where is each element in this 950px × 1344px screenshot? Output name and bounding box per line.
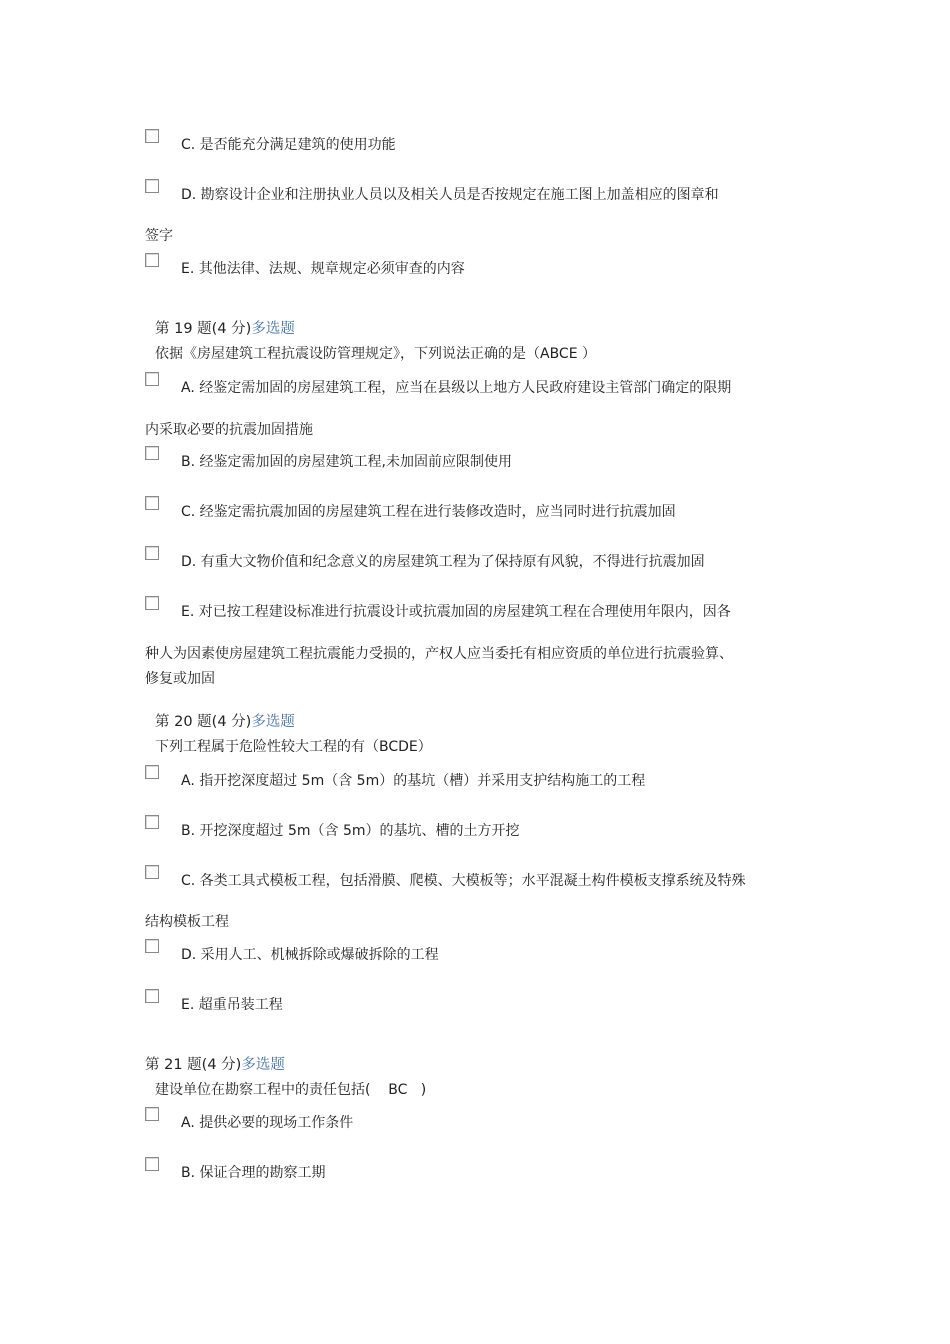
option-c-label: C. 是否能充分满足建筑的使用功能 [181, 137, 396, 153]
q20-option-b-label: B. 开挖深度超过 5m（含 5m）的基坑、槽的土方开挖 [181, 823, 520, 839]
question-21-type: 多选题 [241, 1057, 285, 1073]
q20-option-a-checkbox[interactable] [145, 765, 159, 779]
q19-option-e-continuation-2: 修复或加固 [145, 671, 215, 687]
option-d-label: D. 勘察设计企业和注册执业人员以及相关人员是否按规定在施工图上加盖相应的图章和 [181, 187, 719, 203]
question-21-header [145, 1056, 285, 1074]
question-20-type: 多选题 [251, 714, 295, 730]
q20-option-e-checkbox[interactable] [145, 989, 159, 1003]
option-e-label: E. 其他法律、法规、规章规定必须审查的内容 [181, 261, 465, 277]
q20-option-d-checkbox[interactable] [145, 939, 159, 953]
q21-option-b-label: B. 保证合理的勘察工期 [181, 1165, 326, 1181]
q21-option-b-checkbox[interactable] [145, 1157, 159, 1171]
question-19-number: 第 19 题(4 分) [155, 321, 252, 337]
q19-option-c-label: C. 经鉴定需抗震加固的房屋建筑工程在进行装修改造时，应当同时进行抗震加固 [181, 504, 676, 520]
q20-option-c-checkbox[interactable] [145, 865, 159, 879]
q19-option-d-label: D. 有重大文物价值和纪念意义的房屋建筑工程为了保持原有风貌，不得进行抗震加固 [181, 554, 705, 570]
q19-option-e-label: E. 对已按工程建设标准进行抗震设计或抗震加固的房屋建筑工程在合理使用年限内，因各 [181, 604, 731, 620]
q19-option-b-checkbox[interactable] [145, 446, 159, 460]
q21-option-a-checkbox[interactable] [145, 1107, 159, 1121]
question-20-text: 下列工程属于危险性较大工程的有（BCDE） [155, 739, 432, 755]
question-20-number: 第 20 题(4 分) [155, 714, 252, 730]
option-d-continuation: 签字 [145, 228, 173, 244]
q20-option-b-checkbox[interactable] [145, 815, 159, 829]
question-19-type: 多选题 [251, 321, 295, 337]
question-19-header [155, 320, 295, 338]
q19-option-d-checkbox[interactable] [145, 546, 159, 560]
option-c-checkbox[interactable] [145, 129, 159, 143]
option-d-checkbox[interactable] [145, 179, 159, 193]
question-20-header [155, 713, 295, 731]
q21-option-a-label: A. 提供必要的现场工作条件 [181, 1115, 354, 1131]
q20-option-e-label: E. 超重吊装工程 [181, 997, 283, 1013]
q19-option-e-continuation-1: 种人为因素使房屋建筑工程抗震能力受损的，产权人应当委托有相应资质的单位进行抗震验算、 [145, 646, 733, 662]
q19-option-a-checkbox[interactable] [145, 372, 159, 386]
q20-option-c-continuation: 结构模板工程 [145, 914, 229, 930]
q19-option-b-label: B. 经鉴定需加固的房屋建筑工程,未加固前应限制使用 [181, 454, 512, 470]
option-e-checkbox[interactable] [145, 253, 159, 267]
q19-option-a-continuation: 内采取必要的抗震加固措施 [145, 422, 313, 438]
question-21-number: 第 21 题(4 分) [145, 1057, 242, 1073]
q19-option-c-checkbox[interactable] [145, 496, 159, 510]
question-21-text: 建设单位在勘察工程中的责任包括( BC ) [155, 1082, 427, 1098]
q20-option-d-label: D. 采用人工、机械拆除或爆破拆除的工程 [181, 947, 439, 963]
q19-option-e-checkbox[interactable] [145, 596, 159, 610]
question-19-text: 依据《房屋建筑工程抗震设防管理规定》，下列说法正确的是（ABCE ） [155, 346, 597, 362]
q20-option-c-label: C. 各类工具式模板工程，包括滑膜、爬模、大模板等；水平混凝土构件模板支撑系统及特殊 [181, 873, 746, 889]
q20-option-a-label: A. 指开挖深度超过 5m（含 5m）的基坑（槽）并采用支护结构施工的工程 [181, 773, 646, 789]
q19-option-a-label: A. 经鉴定需加固的房屋建筑工程，应当在县级以上地方人民政府建设主管部门确定的限期 [181, 380, 732, 396]
